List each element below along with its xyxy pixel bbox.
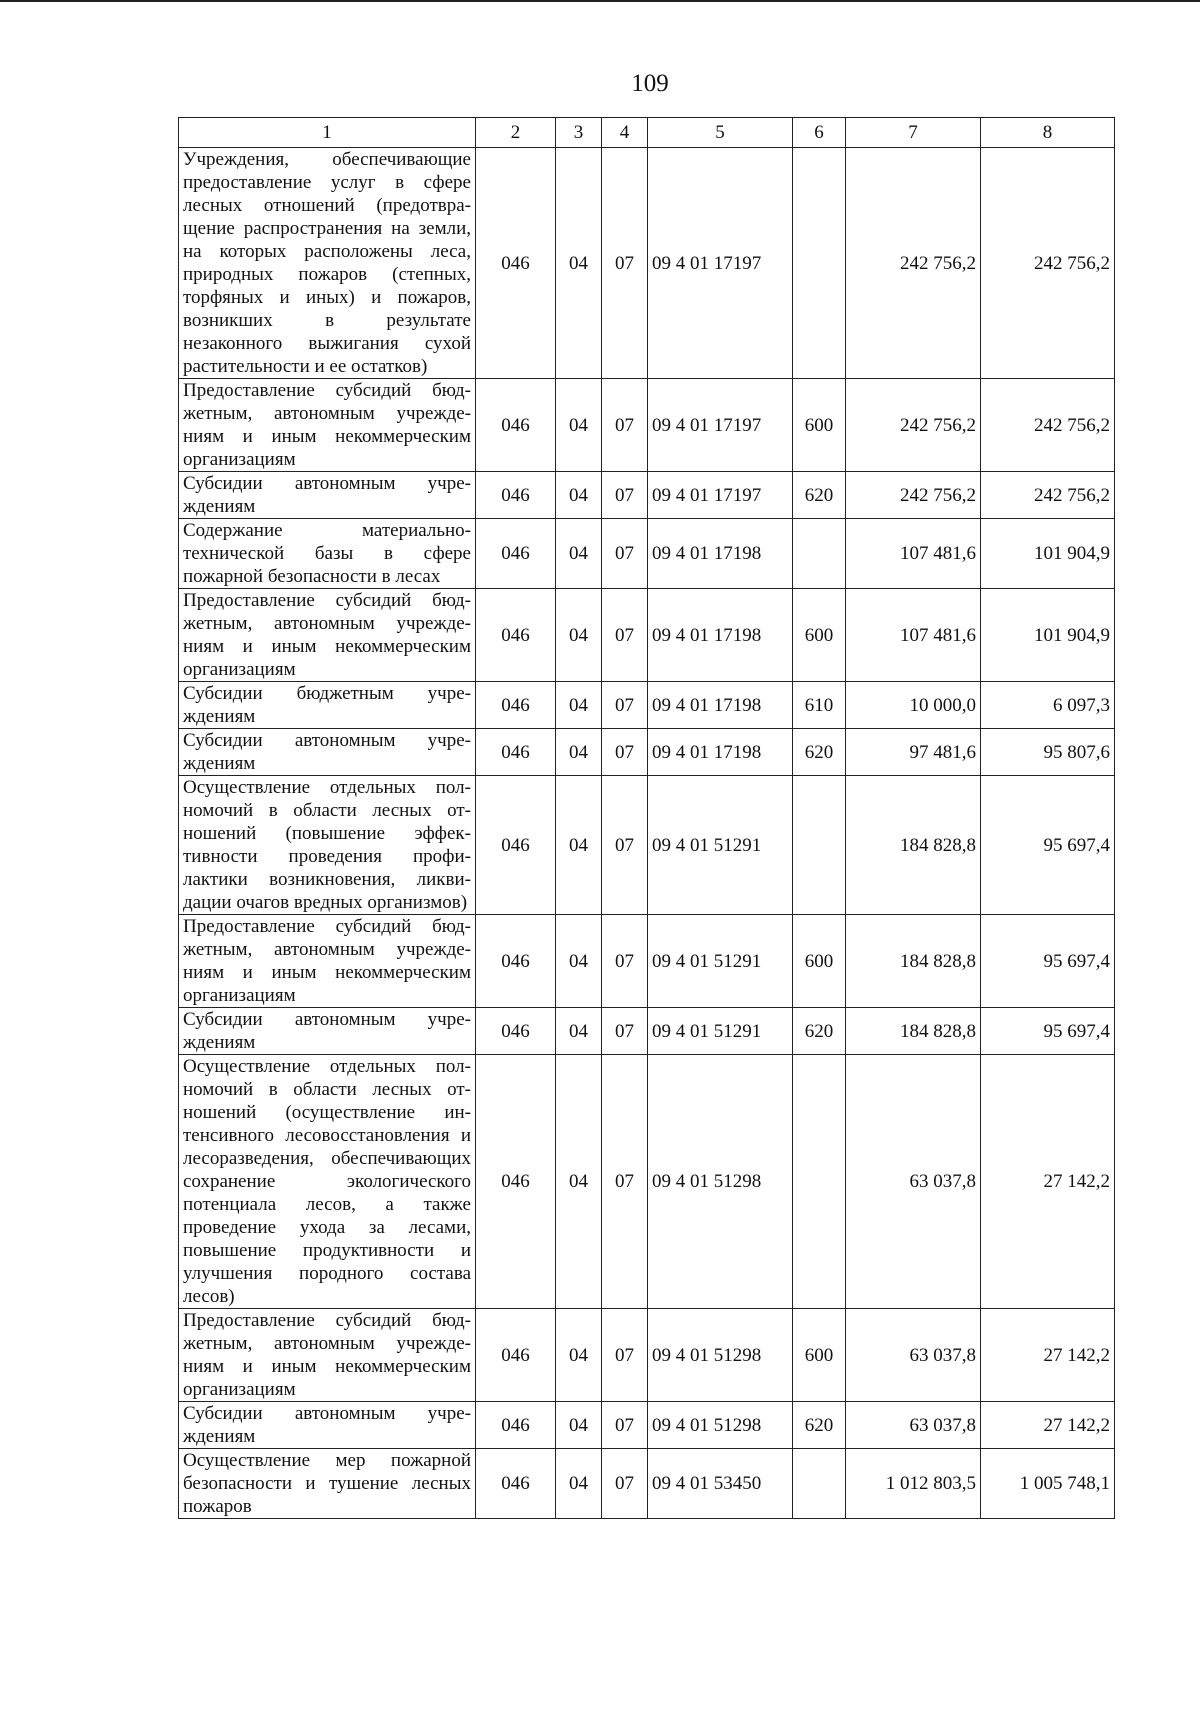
approved-amount-cell: 107 481,6	[846, 519, 981, 589]
row-name-cell: Учреждения, обеспечивающие предоставление услуг в сфере лесных отношений (предотвращение распространения на земли, на которых расположены леса, природных пожаров (степных, торфяных и иных) и пожаров, возникших в результате незаконного выжигания сухой растительности и ее остатков)	[179, 148, 476, 379]
table-row	[179, 519, 1115, 589]
row-name-cell: Субсидии автономным учреждениям	[179, 472, 476, 519]
subsection-code-cell: 07	[602, 379, 648, 472]
row-name-cell: Содержание материально-технической базы в сфере пожарной безопасности в лесах	[179, 519, 476, 589]
approved-amount-cell: 63 037,8	[846, 1402, 981, 1449]
approved-amount-cell: 10 000,0	[846, 682, 981, 729]
expense-type-cell	[793, 776, 846, 915]
approved-amount-cell: 1 012 803,5	[846, 1449, 981, 1519]
grbs-code-cell: 046	[476, 472, 556, 519]
executed-amount-cell: 95 697,4	[981, 1008, 1115, 1055]
subsection-code-cell: 07	[602, 148, 648, 379]
target-article-cell: 09 4 01 51291	[648, 1008, 793, 1055]
table-row	[179, 148, 1115, 379]
column-header: 3	[556, 118, 602, 148]
expense-type-cell	[793, 148, 846, 379]
column-header: 2	[476, 118, 556, 148]
expense-type-cell: 600	[793, 915, 846, 1008]
grbs-code-cell: 046	[476, 915, 556, 1008]
section-code-cell: 04	[556, 1402, 602, 1449]
grbs-code-cell: 046	[476, 729, 556, 776]
column-header: 7	[846, 118, 981, 148]
approved-amount-cell: 184 828,8	[846, 1008, 981, 1055]
grbs-code-cell: 046	[476, 682, 556, 729]
row-name-cell: Субсидии автономным учреждениям	[179, 1008, 476, 1055]
subsection-code-cell: 07	[602, 472, 648, 519]
target-article-cell: 09 4 01 53450	[648, 1449, 793, 1519]
subsection-code-cell: 07	[602, 1309, 648, 1402]
row-name-cell: Предоставление субсидий бюджетным, автономным учреждениям и иным некоммерческим организациям	[179, 915, 476, 1008]
row-name-cell: Предоставление субсидий бюджетным, автономным учреждениям и иным некоммерческим организациям	[179, 379, 476, 472]
approved-amount-cell: 63 037,8	[846, 1309, 981, 1402]
target-article-cell: 09 4 01 17197	[648, 472, 793, 519]
executed-amount-cell: 1 005 748,1	[981, 1449, 1115, 1519]
target-article-cell: 09 4 01 17198	[648, 519, 793, 589]
grbs-code-cell: 046	[476, 1309, 556, 1402]
table-row	[179, 1008, 1115, 1055]
section-code-cell: 04	[556, 776, 602, 915]
table-row	[179, 1309, 1115, 1402]
executed-amount-cell: 95 697,4	[981, 776, 1115, 915]
section-code-cell: 04	[556, 1008, 602, 1055]
approved-amount-cell: 242 756,2	[846, 148, 981, 379]
target-article-cell: 09 4 01 51291	[648, 915, 793, 1008]
subsection-code-cell: 07	[602, 519, 648, 589]
header-row	[179, 118, 1115, 148]
approved-amount-cell: 242 756,2	[846, 472, 981, 519]
table-row	[179, 682, 1115, 729]
row-name-cell: Субсидии автономным учреждениям	[179, 1402, 476, 1449]
subsection-code-cell: 07	[602, 729, 648, 776]
column-header: 4	[602, 118, 648, 148]
grbs-code-cell: 046	[476, 1008, 556, 1055]
budget-table	[178, 117, 1115, 1519]
subsection-code-cell: 07	[602, 1008, 648, 1055]
approved-amount-cell: 63 037,8	[846, 1055, 981, 1309]
approved-amount-cell: 184 828,8	[846, 776, 981, 915]
row-name-cell: Осуществление мер пожарной безопасности и тушение лесных пожаров	[179, 1449, 476, 1519]
executed-amount-cell: 242 756,2	[981, 379, 1115, 472]
row-name-cell: Осуществление отдельных полномочий в области лесных отношений (повышение эффективности проведения профилактики возникновения, ликвидации очагов вредных организмов)	[179, 776, 476, 915]
grbs-code-cell: 046	[476, 148, 556, 379]
subsection-code-cell: 07	[602, 915, 648, 1008]
expense-type-cell: 620	[793, 729, 846, 776]
expense-type-cell	[793, 519, 846, 589]
grbs-code-cell: 046	[476, 776, 556, 915]
page-number: 109	[631, 70, 669, 97]
executed-amount-cell: 27 142,2	[981, 1309, 1115, 1402]
table-row	[179, 776, 1115, 915]
expense-type-cell: 620	[793, 1402, 846, 1449]
executed-amount-cell: 95 697,4	[981, 915, 1115, 1008]
table-row	[179, 472, 1115, 519]
table-row	[179, 915, 1115, 1008]
section-code-cell: 04	[556, 519, 602, 589]
expense-type-cell	[793, 1449, 846, 1519]
expense-type-cell: 600	[793, 379, 846, 472]
subsection-code-cell: 07	[602, 1449, 648, 1519]
subsection-code-cell: 07	[602, 1402, 648, 1449]
target-article-cell: 09 4 01 17197	[648, 379, 793, 472]
approved-amount-cell: 107 481,6	[846, 589, 981, 682]
column-header: 6	[793, 118, 846, 148]
section-code-cell: 04	[556, 1449, 602, 1519]
approved-amount-cell: 242 756,2	[846, 379, 981, 472]
section-code-cell: 04	[556, 589, 602, 682]
subsection-code-cell: 07	[602, 589, 648, 682]
expense-type-cell: 600	[793, 589, 846, 682]
target-article-cell: 09 4 01 51291	[648, 776, 793, 915]
approved-amount-cell: 97 481,6	[846, 729, 981, 776]
top-border-line	[0, 0, 1200, 2]
table-row	[179, 729, 1115, 776]
column-header: 5	[648, 118, 793, 148]
executed-amount-cell: 242 756,2	[981, 472, 1115, 519]
section-code-cell: 04	[556, 682, 602, 729]
executed-amount-cell: 27 142,2	[981, 1402, 1115, 1449]
subsection-code-cell: 07	[602, 776, 648, 915]
expense-type-cell	[793, 1055, 846, 1309]
expense-type-cell: 620	[793, 472, 846, 519]
target-article-cell: 09 4 01 17198	[648, 589, 793, 682]
column-header: 1	[179, 118, 476, 148]
executed-amount-cell: 27 142,2	[981, 1055, 1115, 1309]
executed-amount-cell: 101 904,9	[981, 589, 1115, 682]
grbs-code-cell: 046	[476, 1402, 556, 1449]
section-code-cell: 04	[556, 1055, 602, 1309]
executed-amount-cell: 101 904,9	[981, 519, 1115, 589]
target-article-cell: 09 4 01 17198	[648, 682, 793, 729]
grbs-code-cell: 046	[476, 589, 556, 682]
table-row	[179, 1449, 1115, 1519]
subsection-code-cell: 07	[602, 1055, 648, 1309]
grbs-code-cell: 046	[476, 1055, 556, 1309]
grbs-code-cell: 046	[476, 519, 556, 589]
subsection-code-cell: 07	[602, 682, 648, 729]
table-body	[179, 148, 1115, 1519]
section-code-cell: 04	[556, 379, 602, 472]
expense-type-cell: 600	[793, 1309, 846, 1402]
table-row	[179, 1402, 1115, 1449]
table-row	[179, 1055, 1115, 1309]
row-name-cell: Субсидии бюджетным учреждениям	[179, 682, 476, 729]
grbs-code-cell: 046	[476, 1449, 556, 1519]
executed-amount-cell: 6 097,3	[981, 682, 1115, 729]
table-row	[179, 379, 1115, 472]
section-code-cell: 04	[556, 1309, 602, 1402]
table-row	[179, 589, 1115, 682]
section-code-cell: 04	[556, 729, 602, 776]
row-name-cell: Субсидии автономным учреждениям	[179, 729, 476, 776]
target-article-cell: 09 4 01 17198	[648, 729, 793, 776]
grbs-code-cell: 046	[476, 379, 556, 472]
executed-amount-cell: 95 807,6	[981, 729, 1115, 776]
target-article-cell: 09 4 01 51298	[648, 1309, 793, 1402]
target-article-cell: 09 4 01 17197	[648, 148, 793, 379]
executed-amount-cell: 242 756,2	[981, 148, 1115, 379]
expense-type-cell: 610	[793, 682, 846, 729]
section-code-cell: 04	[556, 148, 602, 379]
section-code-cell: 04	[556, 915, 602, 1008]
expense-type-cell: 620	[793, 1008, 846, 1055]
approved-amount-cell: 184 828,8	[846, 915, 981, 1008]
target-article-cell: 09 4 01 51298	[648, 1402, 793, 1449]
target-article-cell: 09 4 01 51298	[648, 1055, 793, 1309]
row-name-cell: Предоставление субсидий бюджетным, автономным учреждениям и иным некоммерческим организациям	[179, 589, 476, 682]
row-name-cell: Осуществление отдельных полномочий в области лесных отношений (осуществление интенсивного лесовосстановления и лесоразведения, обеспечивающих сохранение экологического потенциала лесов, а также проведение ухода за лесами, повышение продуктивности и улучшения породного состава лесов)	[179, 1055, 476, 1309]
column-header: 8	[981, 118, 1115, 148]
row-name-cell: Предоставление субсидий бюджетным, автономным учреждениям и иным некоммерческим организациям	[179, 1309, 476, 1402]
section-code-cell: 04	[556, 472, 602, 519]
